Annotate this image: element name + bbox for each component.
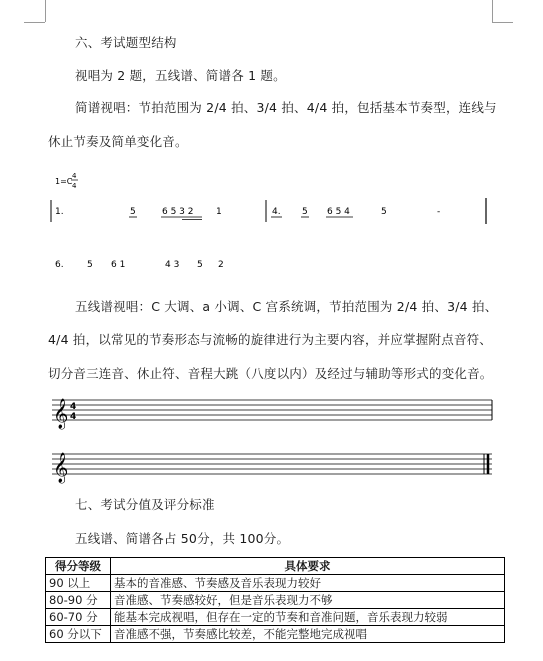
jianpu-note: 2: [218, 260, 224, 268]
jianpu-note: 5: [302, 207, 308, 217]
staff-intro-line-1: 五线谱视唱：C 大调、a 小调、C 宫系统调，节拍范围为 2/4 拍、3/4 拍、: [75, 299, 498, 314]
jianpu-note: 5: [381, 207, 387, 217]
crop-mark: [492, 22, 513, 23]
jianpu-note: -: [437, 207, 441, 217]
table-cell: 音准感、节奏感较好，但是音乐表现力不够: [111, 592, 505, 609]
staff-time-bottom: 4: [70, 412, 77, 422]
jianpu-note: 1: [216, 207, 222, 217]
staff-notation: [0, 392, 543, 492]
table-row: [46, 592, 505, 609]
treble-clef-icon: 𝄞: [53, 453, 69, 483]
jianpu-note: 6 1: [111, 260, 126, 268]
table-cell: 能基本完成视唱，但存在一定的节奏和音准问题，音乐表现力较弱: [111, 609, 505, 626]
staff-line-2: [52, 454, 492, 474]
jianpu-time-bottom: 4: [72, 182, 77, 190]
section-6-paragraph-2-line-2: 休止节奏及简单变化音。: [48, 134, 188, 149]
staff-time-top: 4: [70, 402, 77, 412]
table-header-row: [46, 558, 505, 575]
table-row: [46, 575, 505, 592]
jianpu-note: 4.: [272, 207, 281, 217]
jianpu-note: 6 5 3 2: [162, 207, 194, 217]
staff-intro-line-2: 4/4 拍，以常见的节奏形态与流畅的旋律进行为主要内容，并应掌握附点音符、: [48, 332, 492, 347]
table-cell: 60-70 分: [46, 609, 111, 626]
crop-mark: [45, 0, 46, 22]
jianpu-note: 5: [130, 207, 136, 217]
table-row: [46, 626, 505, 643]
jianpu-note: 5: [197, 260, 203, 268]
table-row: [46, 609, 505, 626]
jianpu-note: 5: [87, 260, 93, 268]
table-cell: 音准感不强，节奏感比较差，不能完整地完成视唱: [111, 626, 505, 643]
section-6-heading: 六、考试题型结构: [75, 35, 177, 50]
table-cell: 90 以上: [46, 575, 111, 592]
jianpu-time-top: 4: [72, 172, 77, 180]
table-cell: 60 分以下: [46, 626, 111, 643]
table-header: 具体要求: [111, 558, 505, 575]
jianpu-note: 6 5 4: [327, 207, 350, 217]
table-header: 得分等级: [46, 558, 111, 575]
staff-intro-line-3: 切分音三连音、休止符、音程大跳（八度以内）及经过与辅助等形式的变化音。: [48, 366, 493, 381]
jianpu-key: 1=C: [55, 177, 73, 186]
scoring-table: [45, 557, 505, 643]
table-cell: 基本的音准感、节奏感及音乐表现力较好: [111, 575, 505, 592]
section-6-paragraph-2-line-1: 简谱视唱：节拍范围为 2/4 拍、3/4 拍、4/4 拍，包括基本节奏型，连线与: [75, 100, 497, 115]
table-cell: 80-90 分: [46, 592, 111, 609]
jianpu-note: 4 3: [165, 260, 180, 268]
section-7-heading: 七、考试分值及评分标准: [75, 497, 215, 512]
jianpu-note: 6.: [55, 260, 64, 268]
jianpu-notation: [0, 168, 543, 268]
crop-mark: [492, 0, 493, 22]
treble-clef-icon: 𝄞: [53, 399, 69, 429]
section-6-paragraph-1: 视唱为 2 题，五线谱、简谱各 1 题。: [75, 68, 286, 83]
jianpu-note: 1.: [55, 207, 64, 217]
crop-mark: [24, 22, 45, 23]
section-7-paragraph-1: 五线谱、简谱各占 50分，共 100分。: [75, 531, 290, 546]
staff-line-1: [52, 400, 492, 420]
